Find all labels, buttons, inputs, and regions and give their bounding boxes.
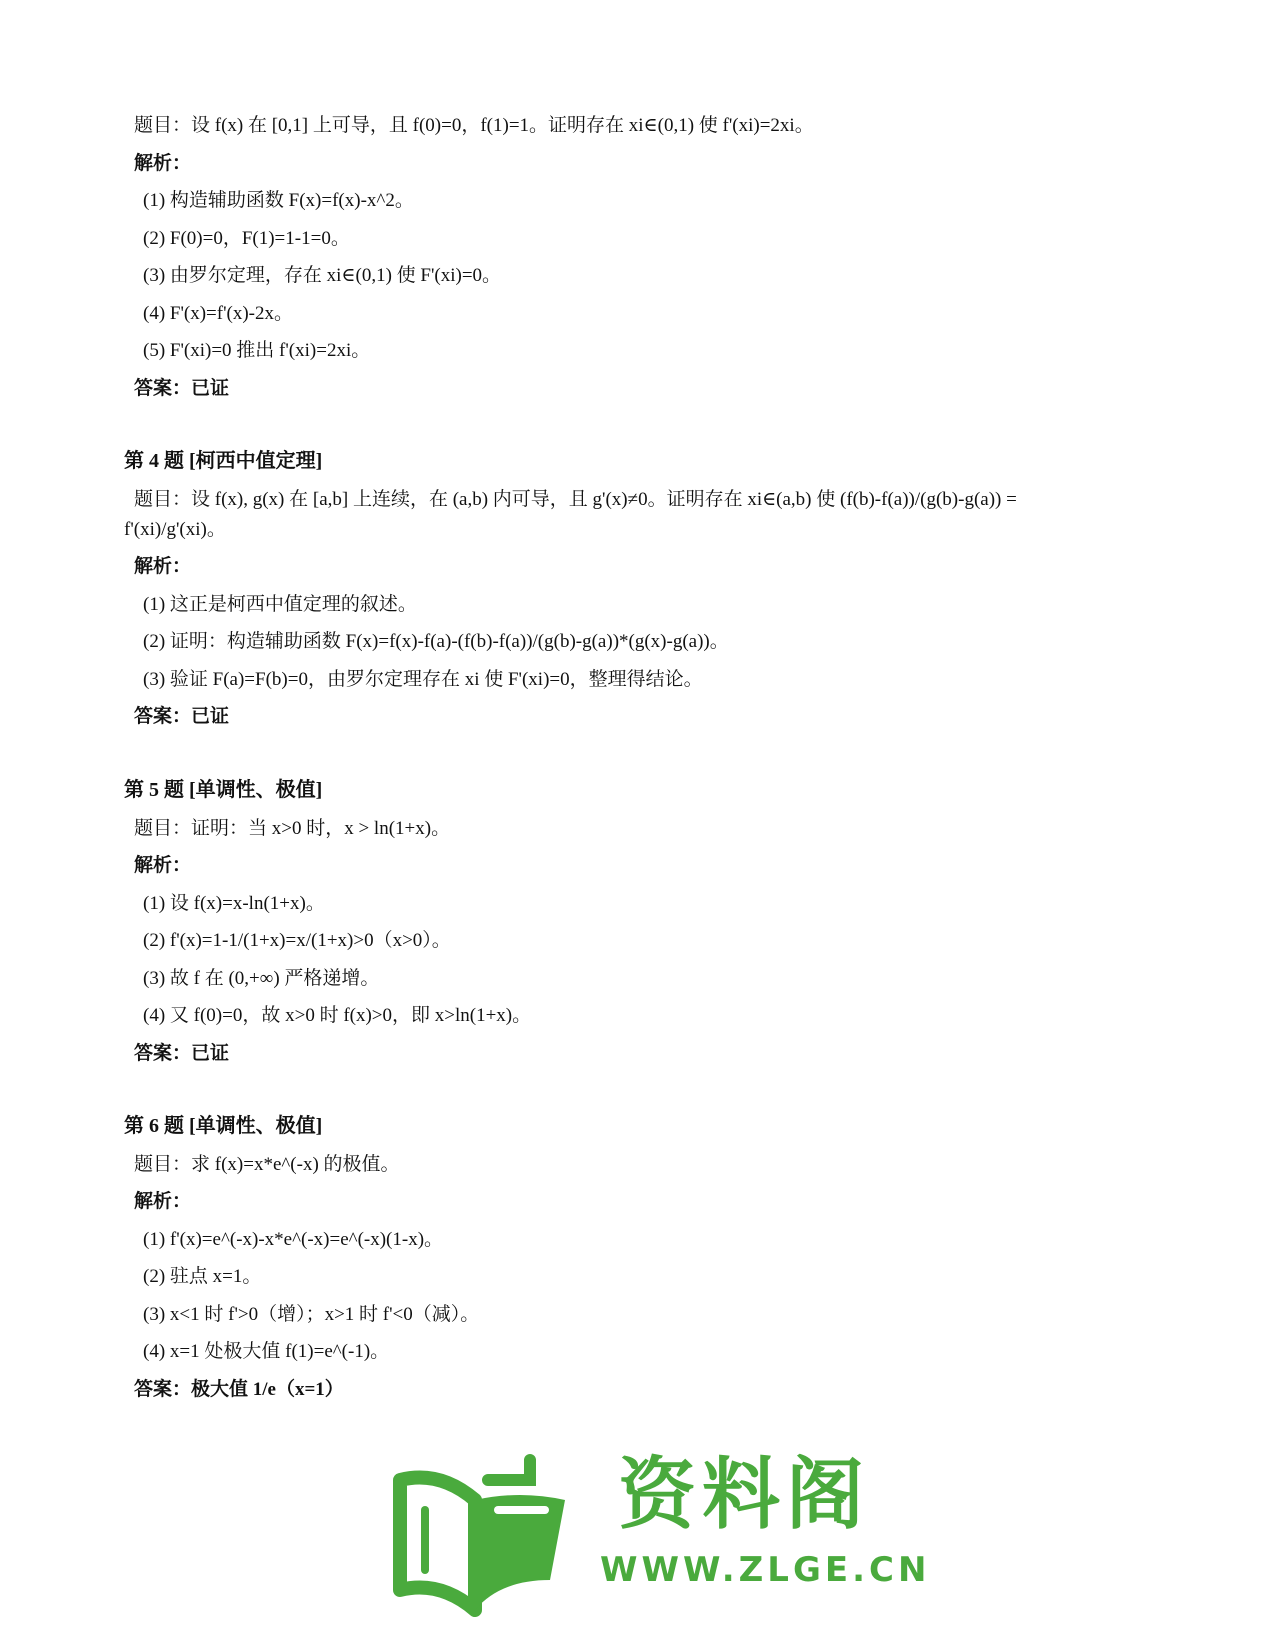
q6-step-4: (4) x=1 处极大值 f(1)=e^(-1)。 bbox=[143, 1341, 390, 1362]
q5-answer: 答案：已证 bbox=[134, 1043, 230, 1064]
q6-analysis-label: 解析： bbox=[134, 1191, 192, 1212]
q5-step-3: (3) 故 f 在 (0,+∞) 严格递增。 bbox=[143, 968, 380, 989]
q3-answer: 答案：已证 bbox=[134, 378, 230, 399]
q3-step-2: (2) F(0)=0，F(1)=1-1=0。 bbox=[143, 228, 350, 249]
q4-analysis-label: 解析： bbox=[134, 556, 192, 577]
q4-problem-line-2: f'(xi)/g'(xi)。 bbox=[124, 519, 226, 540]
book-icon bbox=[380, 1430, 580, 1630]
q4-problem-line-1: 题目：设 f(x), g(x) 在 [a,b] 上连续，在 (a,b) 内可导，且 g'(x)≠0。证明存在 xi∈(a,b) 使 (f(b)-f(a))/(g(b)-g(a)) = bbox=[134, 489, 1017, 510]
q6-answer: 答案：极大值 1/e（x=1） bbox=[134, 1379, 344, 1400]
q3-problem: 题目：设 f(x) 在 [0,1] 上可导，且 f(0)=0，f(1)=1。证明存在 xi∈(0,1) 使 f'(xi)=2xi。 bbox=[134, 115, 814, 136]
watermark-name: 资料阁 bbox=[618, 1450, 871, 1540]
q5-step-2: (2) f'(x)=1-1/(1+x)=x/(1+x)>0（x>0）。 bbox=[143, 930, 451, 951]
watermark-logo bbox=[400, 1450, 931, 1650]
q3-step-3: (3) 由罗尔定理，存在 xi∈(0,1) 使 F'(xi)=0。 bbox=[143, 265, 502, 286]
q6-step-2: (2) 驻点 x=1。 bbox=[143, 1266, 262, 1287]
q4-step-2: (2) 证明：构造辅助函数 F(x)=f(x)-f(a)-(f(b)-f(a))/(g(b)-g(a))*(g(x)-g(a))。 bbox=[143, 631, 729, 652]
q5-problem: 题目：证明：当 x>0 时，x > ln(1+x)。 bbox=[134, 818, 451, 839]
q3-step-1: (1) 构造辅助函数 F(x)=f(x)-x^2。 bbox=[143, 190, 414, 211]
q3-analysis-label: 解析： bbox=[134, 153, 192, 174]
q5-step-4: (4) 又 f(0)=0，故 x>0 时 f(x)>0，即 x>ln(1+x)。 bbox=[143, 1005, 532, 1026]
q5-step-1: (1) 设 f(x)=x-ln(1+x)。 bbox=[143, 893, 325, 914]
q4-step-1: (1) 这正是柯西中值定理的叙述。 bbox=[143, 594, 417, 615]
q4-answer: 答案：已证 bbox=[134, 706, 230, 727]
q3-step-4: (4) F'(x)=f'(x)-2x。 bbox=[143, 303, 293, 324]
q6-heading: 第 6 题 [单调性、极值] bbox=[124, 1115, 323, 1137]
q6-problem: 题目：求 f(x)=x*e^(-x) 的极值。 bbox=[134, 1154, 400, 1175]
q4-heading: 第 4 题 [柯西中值定理] bbox=[124, 450, 323, 472]
q5-heading: 第 5 题 [单调性、极值] bbox=[124, 779, 323, 801]
watermark-url: WWW.ZLGE.CN bbox=[600, 1550, 931, 1590]
q4-step-3: (3) 验证 F(a)=F(b)=0，由罗尔定理存在 xi 使 F'(xi)=0，整理得结论。 bbox=[143, 669, 703, 690]
q3-step-5: (5) F'(xi)=0 推出 f'(xi)=2xi。 bbox=[143, 340, 371, 361]
q6-step-3: (3) x<1 时 f'>0（增）；x>1 时 f'<0（减）。 bbox=[143, 1304, 480, 1325]
q5-analysis-label: 解析： bbox=[134, 855, 192, 876]
q6-step-1: (1) f'(x)=e^(-x)-x*e^(-x)=e^(-x)(1-x)。 bbox=[143, 1229, 444, 1250]
